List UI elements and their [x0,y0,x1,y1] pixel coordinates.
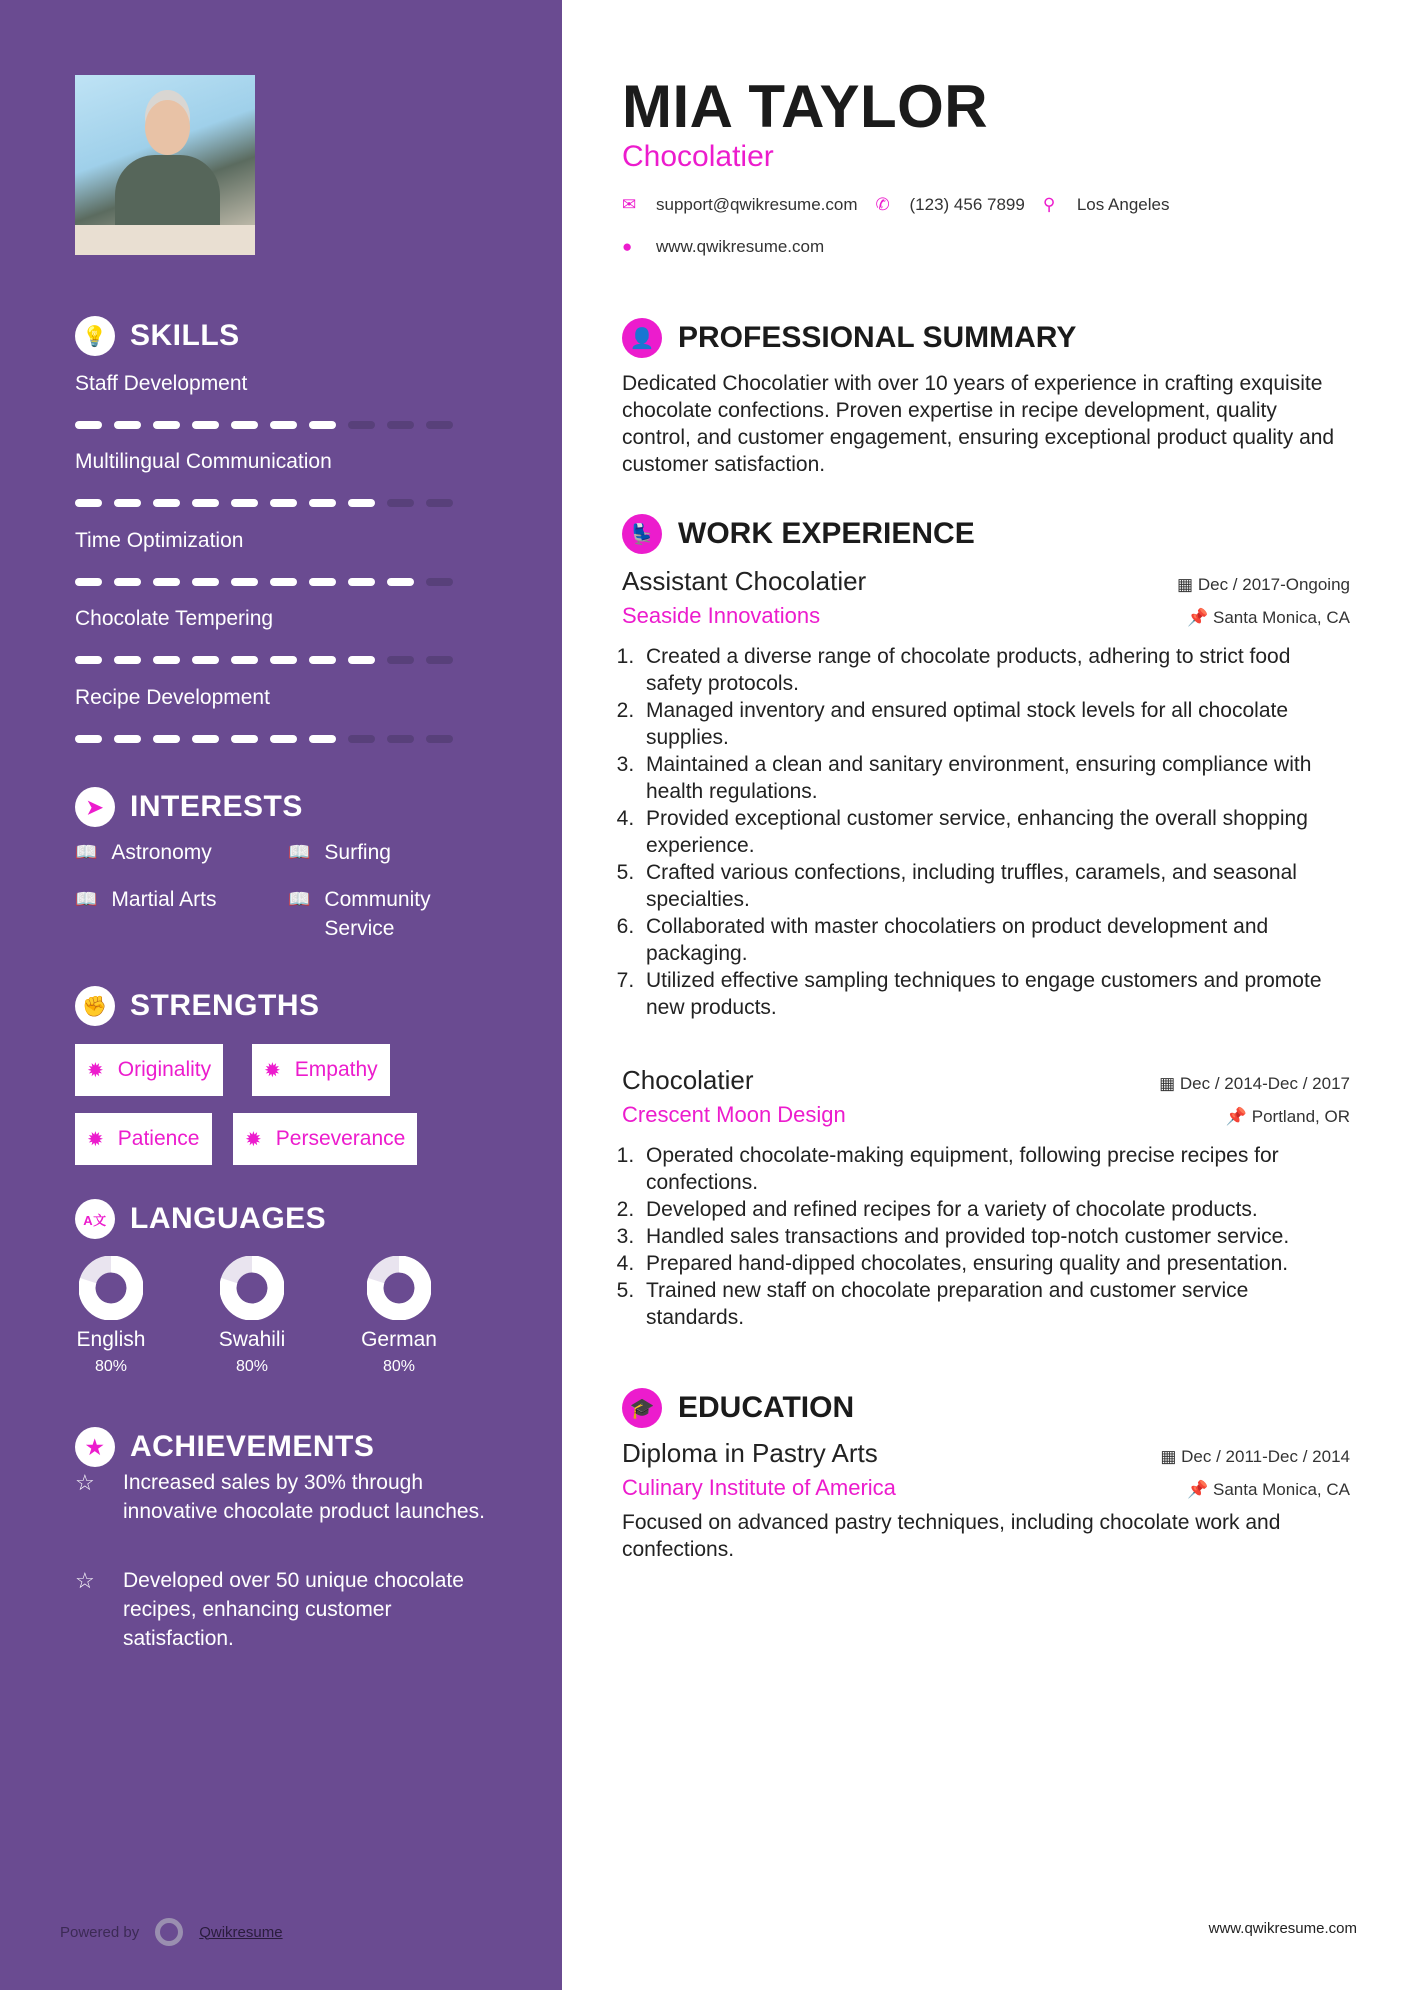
language-donut [367,1256,431,1320]
skills-heading [75,316,240,356]
skill-name: Multilingual Communication [75,450,332,473]
contact-row [622,195,1350,215]
graduation-cap-icon: 🎓 [622,1388,662,1428]
skill-segment [192,578,219,586]
job-duty: 1. Operated chocolate-making equipment, following precise recipes for confections. [640,1142,1350,1196]
phone-icon: ✆ [875,195,890,214]
job-entry [622,566,1350,1021]
job-duties [622,643,1350,1021]
company-name: Seaside Innovations [622,603,821,628]
star-icon: ★ [75,1427,115,1467]
chair-icon: 💺 [622,514,662,554]
language-percent: 80% [94,1358,128,1375]
strength-label: Perseverance [275,1127,406,1150]
interest-label: Community Service [324,888,431,940]
skill-segment [192,656,219,664]
achievement-item [75,1468,495,1526]
lightbulb-icon: 💡 [75,316,115,356]
skill-level-bar [75,421,453,429]
skill-segment [114,499,141,507]
location: Los Angeles [1076,195,1170,214]
skill-segment [153,499,180,507]
strength-label: Originality [117,1058,212,1081]
language-item [56,1256,166,1376]
skill-segment [75,578,102,586]
skill-segment [231,656,258,664]
map-pin-icon: ⚲ [1042,195,1056,214]
skill-segment [348,656,375,664]
skill-segment [387,578,414,586]
strength-chip [75,1113,212,1165]
interest-label: Surfing [324,841,391,864]
summary-title: PROFESSIONAL SUMMARY [678,321,1077,354]
skill-name: Chocolate Tempering [75,607,274,630]
fist-icon: ✊ [75,986,115,1026]
skill-segment [426,499,453,507]
summary-text: Dedicated Chocolatier with over 10 years of experience in crafting exquisite chocolate confections. Proven expertise in recipe development, quality control, and customer engagement, ensuring exceptional product quality and customer satisfaction. [622,372,1335,476]
skill-name: Time Optimization [75,529,244,552]
skill-segment [309,421,336,429]
shooting-star-icon: ☆ [75,1470,95,1495]
badge-icon: ✹ [245,1128,262,1151]
education-text: Focused on advanced pastry techniques, including chocolate work and confections. [622,1511,1281,1561]
job-duty: 4. Prepared hand-dipped chocolates, ensuring quality and presentation. [640,1250,1350,1277]
language-percent: 80% [235,1358,269,1375]
qwikresume-link[interactable]: Qwikresume [199,1923,283,1941]
skills-title: SKILLS [130,319,240,352]
skill-level-bar [75,499,453,507]
language-item [197,1256,307,1376]
achievement-text: Developed over 50 unique chocolate recipes, enhancing customer satisfaction. [123,1569,464,1650]
strength-label: Patience [117,1127,200,1150]
achievements-heading [75,1427,374,1467]
job-location: Santa Monica, CA [1212,608,1350,627]
job-location: Portland, OR [1251,1107,1350,1126]
company-name: Crescent Moon Design [622,1102,846,1127]
skill-segment [153,421,180,429]
job-duty: 3. Handled sales transactions and provided top-notch customer service. [640,1223,1350,1250]
calendar-icon: ▦ [1177,575,1198,594]
skill-segment [270,578,297,586]
skill-segment [348,499,375,507]
website-row [622,237,1350,257]
skill-name: Recipe Development [75,686,270,709]
interest-item [288,838,458,867]
footer-url[interactable]: www.qwikresume.com [1208,1920,1357,1937]
book-icon: 📖 [75,889,98,909]
calendar-icon: ▦ [1160,1447,1182,1466]
strength-chip [252,1044,390,1096]
job-position: Chocolatier [622,1065,754,1095]
interests-title: INTERESTS [130,790,303,823]
pin-icon: 📌 [1225,1107,1252,1126]
skill-segment [75,499,102,507]
interest-item [75,838,212,867]
skill-segment [426,421,453,429]
job-duty: 1. Created a diverse range of chocolate products, adhering to strict food safety protocols. [640,643,1350,697]
job-duties [622,1142,1350,1331]
skill-segment [75,656,102,664]
skill-segment [231,578,258,586]
job-duty: 2. Developed and refined recipes for a variety of chocolate products. [640,1196,1350,1223]
skill-segment [270,735,297,743]
work-title: WORK EXPERIENCE [678,517,975,550]
skill-segment [153,578,180,586]
language-item [344,1256,454,1376]
badge-icon: ✹ [264,1059,281,1082]
calendar-icon: ▦ [1159,1074,1180,1093]
language-name: Swahili [218,1328,286,1351]
book-icon: 📖 [288,842,311,862]
skill-segment [192,735,219,743]
interest-item [75,885,216,914]
shooting-star-icon: ☆ [75,1568,95,1593]
language-percent: 80% [382,1358,416,1375]
skill-segment [231,735,258,743]
languages-heading [75,1199,326,1239]
interests-heading [75,787,303,827]
pin-icon: 📌 [1187,608,1213,627]
strength-chip [75,1044,223,1096]
skill-segment [75,735,102,743]
skill-segment [387,421,414,429]
achievements-title: ACHIEVEMENTS [130,1430,375,1463]
job-date: Dec / 2014-Dec / 2017 [1179,1074,1350,1093]
globe-icon: ● [622,237,633,256]
language-donut [220,1256,284,1320]
language-name: English [76,1328,146,1351]
strengths-heading [75,986,320,1026]
skill-segment [309,735,336,743]
job-duty: 2. Managed inventory and ensured optimal stock levels for all chocolate supplies. [640,697,1350,751]
skill-level-bar [75,735,453,743]
skill-segment [270,421,297,429]
skill-segment [114,578,141,586]
skill-level-bar [75,578,453,586]
skill-level-bar [75,656,453,664]
work-heading [622,514,1350,554]
skill-segment [270,499,297,507]
badge-icon: ✹ [87,1059,104,1082]
education-heading [622,1388,1350,1428]
degree: Diploma in Pastry Arts [622,1438,878,1468]
skill-name: Staff Development [75,372,248,395]
qwikresume-logo-icon [155,1918,183,1946]
language-name: German [361,1328,437,1351]
skill-segment [426,735,453,743]
skill-segment [114,421,141,429]
strength-label: Empathy [294,1058,378,1081]
interest-label: Astronomy [111,841,212,864]
book-icon: 📖 [288,889,311,909]
skill-segment [114,735,141,743]
skill-segment [231,421,258,429]
summary-heading [622,318,1350,358]
achievement-text: Increased sales by 30% through innovative chocolate product launches. [123,1471,485,1523]
job-position: Assistant Chocolatier [622,566,867,596]
job-duty: 4. Provided exceptional customer service, enhancing the overall shopping experience. [640,805,1350,859]
job-entry [622,1065,1350,1331]
interest-item [288,885,458,943]
interest-label: Martial Arts [111,888,217,911]
powered-by [60,1918,283,1946]
job-duty: 3. Maintained a clean and sanitary environment, ensuring compliance with health regulations. [640,751,1350,805]
email[interactable]: support@qwikresume.com [656,195,858,214]
job-duty: 5. Trained new staff on chocolate preparation and customer service standards. [640,1277,1350,1331]
paper-plane-icon: ➤ [75,787,115,827]
powered-by-label: Powered by [60,1923,140,1941]
skill-segment [153,656,180,664]
school: Culinary Institute of America [622,1475,896,1500]
skill-segment [348,735,375,743]
job-duty: 5. Crafted various confections, including truffles, caramels, and seasonal specialties. [640,859,1350,913]
badge-icon: ✹ [87,1128,104,1151]
skill-segment [75,421,102,429]
achievement-item [75,1566,495,1653]
skill-segment [387,735,414,743]
education-title: EDUCATION [678,1391,855,1424]
skill-segment [309,499,336,507]
phone: (123) 456 7899 [909,195,1025,214]
website[interactable]: www.qwikresume.com [656,237,825,256]
skill-segment [387,499,414,507]
skill-segment [270,656,297,664]
language-donut [79,1256,143,1320]
skill-segment [114,656,141,664]
skill-segment [309,656,336,664]
skill-segment [153,735,180,743]
skill-segment [426,578,453,586]
education-date: Dec / 2011-Dec / 2014 [1181,1447,1350,1466]
skill-segment [192,421,219,429]
skill-segment [426,656,453,664]
education-location: Santa Monica, CA [1212,1480,1350,1499]
education-entry [622,1438,1350,1563]
candidate-name: MIA TAYLOR [622,73,989,140]
skill-segment [309,578,336,586]
languages-title: LANGUAGES [130,1202,327,1235]
skill-segment [192,499,219,507]
job-duty: 6. Collaborated with master chocolatiers on product development and packaging. [640,913,1350,967]
profile-photo [75,75,255,255]
translate-icon: A文 [75,1199,115,1239]
skill-segment [348,578,375,586]
pin-icon: 📌 [1187,1480,1213,1499]
skill-segment [231,499,258,507]
envelope-icon: ✉ [622,195,637,214]
book-icon: 📖 [75,842,98,862]
skill-segment [387,656,414,664]
job-date: Dec / 2017-Ongoing [1197,575,1350,594]
job-duty: 7. Utilized effective sampling techniques to engage customers and promote new products. [640,967,1350,1021]
skill-segment [348,421,375,429]
strengths-title: STRENGTHS [130,989,320,1022]
job-title: Chocolatier [622,140,774,173]
user-icon: 👤 [622,318,662,358]
strength-chip [233,1113,417,1165]
